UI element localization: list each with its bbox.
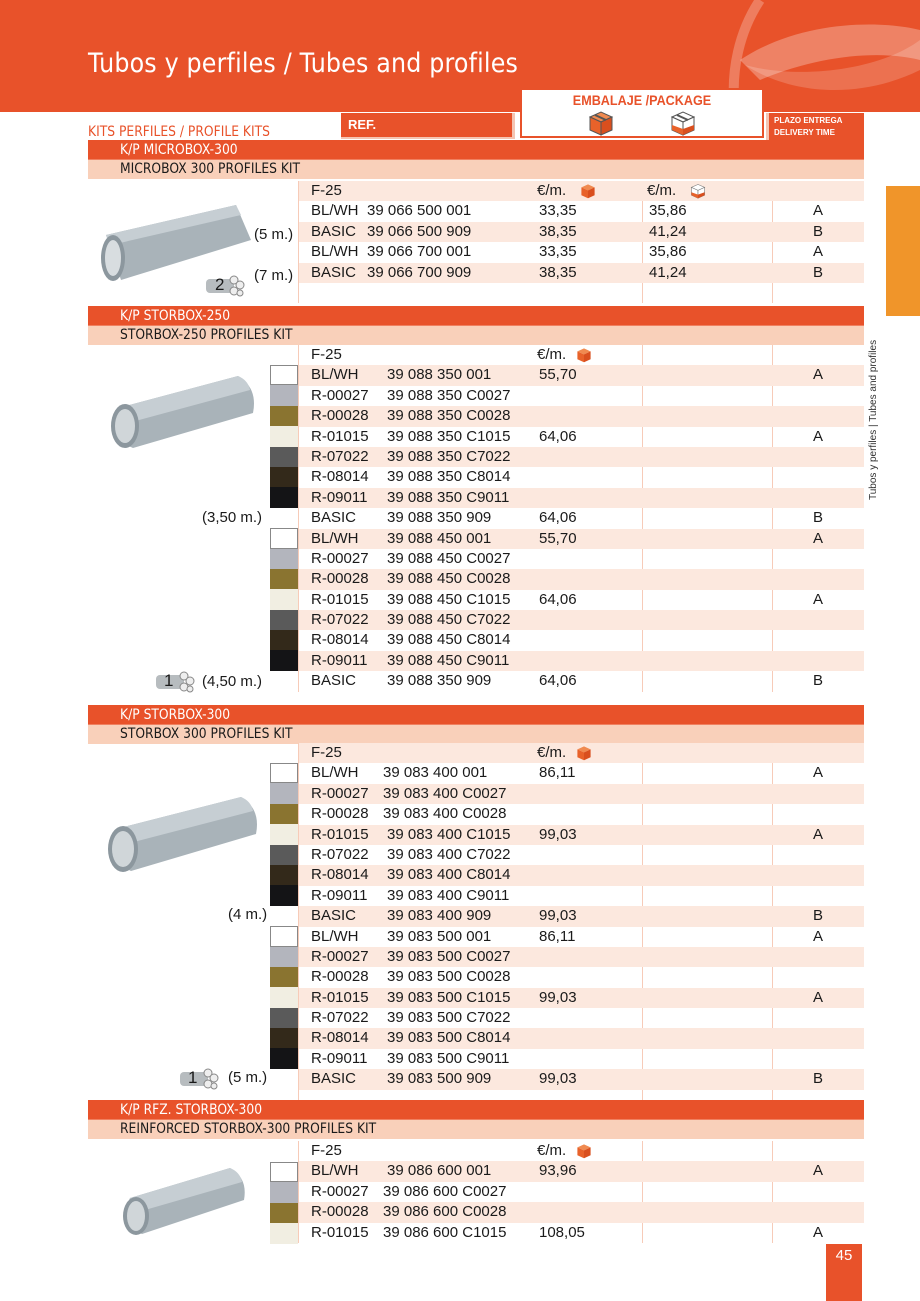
price-table <box>298 345 864 692</box>
color-swatch-silver <box>270 783 298 803</box>
table-row: BL/WH 39 066 500 001 33,35 35,86 A <box>298 201 864 221</box>
chapter-tab <box>886 186 920 316</box>
color-swatch-brown <box>270 865 298 885</box>
color-swatch-grey <box>270 447 298 467</box>
section-title: K/P STORBOX-300 <box>88 705 864 725</box>
table-row: R-00027 39 083 500 C0027 <box>298 947 864 967</box>
table-header-row: F-25 €/m. <box>298 1141 864 1161</box>
length-label: (5 m.) <box>254 226 294 243</box>
length-label: (7 m.) <box>254 267 294 284</box>
section-subtitle: REINFORCED STORBOX-300 PROFILES KIT <box>88 1120 864 1139</box>
table-row: BL/WH 39 086 600 001 93,96 A <box>298 1161 864 1181</box>
color-swatch-grey <box>270 610 298 630</box>
table-row: R-09011 39 083 400 C9011 <box>298 886 864 906</box>
package-header <box>520 88 764 138</box>
color-swatch-white <box>270 763 298 783</box>
table-row: R-09011 39 088 350 C9011 <box>298 488 864 508</box>
page-title: Tubos y perfiles / Tubes and profiles <box>88 48 519 79</box>
storbox-300-profile-image <box>96 789 266 879</box>
bundle-quantity: 1 <box>164 671 174 690</box>
table-row: R-01015 39 083 400 C1015 99,03 A <box>298 825 864 845</box>
bundle-quantity: 2 <box>215 275 225 294</box>
length-label: (5 m.) <box>228 1069 268 1086</box>
color-swatch-bronze <box>270 967 298 987</box>
storbox-250-profile-image <box>98 368 263 458</box>
delivery-label-es: PLAZO ENTREGA <box>774 116 843 125</box>
section-storbox-300 <box>88 705 864 1097</box>
section-subtitle: MICROBOX 300 PROFILES KIT <box>88 160 864 179</box>
table-row: R-00028 39 083 400 C0028 <box>298 804 864 824</box>
section-storbox-250 <box>88 306 864 698</box>
table-row: BASIC 39 088 350 909 64,06 B <box>298 508 864 528</box>
color-swatch-white <box>270 528 298 548</box>
rfz-storbox-300-profile-image <box>112 1162 252 1242</box>
table-row: R-08014 39 083 400 C8014 <box>298 865 864 885</box>
table-header-row: F-25 €/m. <box>298 345 864 365</box>
table-row: BASIC 39 066 500 909 38,35 41,24 B <box>298 222 864 242</box>
table-row: BASIC 39 088 350 909 64,06 B <box>298 671 864 691</box>
section-subtitle: STORBOX 300 PROFILES KIT <box>88 725 864 744</box>
table-row: BL/WH 39 083 500 001 86,11 A <box>298 927 864 947</box>
table-row: R-09011 39 088 450 C9011 <box>298 651 864 671</box>
bundle-icon <box>178 1067 220 1096</box>
table-row: R-01015 39 086 600 C1015 108,05 A <box>298 1223 864 1243</box>
delivery-label-en: DELIVERY TIME <box>774 128 835 137</box>
color-swatch-bronze <box>270 569 298 589</box>
table-row: R-09011 39 083 500 C9011 <box>298 1049 864 1069</box>
box-full-icon <box>586 110 616 136</box>
table-row: R-01015 39 088 350 C1015 64,06 A <box>298 427 864 447</box>
price-table <box>298 743 864 1110</box>
kits-label: KITS PERFILES / PROFILE KITS <box>88 124 270 140</box>
ref-column-header <box>341 113 515 139</box>
delivery-time-header <box>766 113 864 140</box>
table-row: R-00027 39 086 600 C0027 <box>298 1182 864 1202</box>
section-title: K/P STORBOX-250 <box>88 306 864 326</box>
color-swatch-silver <box>270 1182 298 1202</box>
table-row: BL/WH 39 083 400 001 86,11 A <box>298 763 864 783</box>
color-swatch-bronze <box>270 804 298 824</box>
page-number: 45 <box>826 1244 862 1301</box>
header-band <box>0 0 920 112</box>
side-chapter-label: Tubos y perfiles | Tubes and profiles <box>868 339 879 500</box>
bundle-icon <box>204 274 246 303</box>
color-swatch-ivory <box>270 1223 298 1243</box>
table-row: R-01015 39 088 450 C1015 64,06 A <box>298 590 864 610</box>
color-swatches <box>270 365 298 671</box>
section-title: K/P MICROBOX-300 <box>88 140 864 160</box>
table-row: R-01015 39 083 500 C1015 99,03 A <box>298 988 864 1008</box>
color-swatch-grey <box>270 845 298 865</box>
table-row: R-00027 39 083 400 C0027 <box>298 784 864 804</box>
color-swatch-silver <box>270 385 298 405</box>
table-row: R-00027 39 088 350 C0027 <box>298 386 864 406</box>
color-swatch-ivory <box>270 824 298 844</box>
table-row: BASIC 39 066 700 909 38,35 41,24 B <box>298 263 864 283</box>
box-partial-icon <box>668 110 698 136</box>
table-row: R-08014 39 088 450 C8014 <box>298 630 864 650</box>
bundle-icon <box>154 670 196 699</box>
section-microbox-300 <box>88 140 864 300</box>
length-label: (4 m.) <box>228 906 268 923</box>
length-label: (4,50 m.) <box>202 673 263 690</box>
table-header-row: F-25 €/m. €/m. <box>298 181 864 201</box>
color-swatches <box>270 1162 298 1244</box>
table-row: BASIC 39 083 500 909 99,03 B <box>298 1069 864 1089</box>
length-label: (3,50 m.) <box>202 509 263 526</box>
price-table <box>298 1141 864 1243</box>
table-row: R-07022 39 088 350 C7022 <box>298 447 864 467</box>
color-swatch-black <box>270 487 298 507</box>
table-row: R-08014 39 083 500 C8014 <box>298 1028 864 1048</box>
table-header-row: F-25 €/m. <box>298 743 864 763</box>
color-swatch-white <box>270 926 298 946</box>
table-row: R-00028 39 088 450 C0028 <box>298 569 864 589</box>
color-swatch-black <box>270 1048 298 1068</box>
table-row: BL/WH 39 066 700 001 33,35 35,86 A <box>298 242 864 262</box>
color-swatch-grey <box>270 1008 298 1028</box>
table-row: R-07022 39 088 450 C7022 <box>298 610 864 630</box>
table-row: BL/WH 39 088 450 001 55,70 A <box>298 529 864 549</box>
color-swatch-ivory <box>270 987 298 1007</box>
table-row: R-07022 39 083 500 C7022 <box>298 1008 864 1028</box>
color-swatch-black <box>270 650 298 670</box>
section-subtitle: STORBOX-250 PROFILES KIT <box>88 326 864 345</box>
color-swatches <box>270 763 298 1069</box>
color-swatch-bronze <box>270 406 298 426</box>
table-row: BL/WH 39 088 350 001 55,70 A <box>298 365 864 385</box>
color-swatch-brown <box>270 630 298 650</box>
color-swatch-silver <box>270 549 298 569</box>
color-swatch-bronze <box>270 1203 298 1223</box>
ref-label: REF. <box>348 117 377 132</box>
table-row: R-08014 39 088 350 C8014 <box>298 467 864 487</box>
table-row: R-00028 39 086 600 C0028 <box>298 1202 864 1222</box>
color-swatch-ivory <box>270 589 298 609</box>
color-swatch-brown <box>270 467 298 487</box>
bundle-quantity: 1 <box>188 1068 198 1087</box>
section-rfz-storbox-300 <box>88 1100 864 1245</box>
table-row: R-07022 39 083 400 C7022 <box>298 845 864 865</box>
table-row: R-00027 39 088 450 C0027 <box>298 549 864 569</box>
color-swatch-white <box>270 365 298 385</box>
package-title: EMBALAJE /PACKAGE <box>572 92 712 108</box>
color-swatch-ivory <box>270 426 298 446</box>
table-row: R-00028 39 083 500 C0028 <box>298 967 864 987</box>
color-swatch-white <box>270 1162 298 1182</box>
price-table <box>298 181 864 303</box>
table-row: R-00028 39 088 350 C0028 <box>298 406 864 426</box>
color-swatch-black <box>270 885 298 905</box>
section-title: K/P RFZ. STORBOX-300 <box>88 1100 864 1120</box>
color-swatch-brown <box>270 1028 298 1048</box>
table-row: BASIC 39 083 400 909 99,03 B <box>298 906 864 926</box>
color-swatch-silver <box>270 947 298 967</box>
